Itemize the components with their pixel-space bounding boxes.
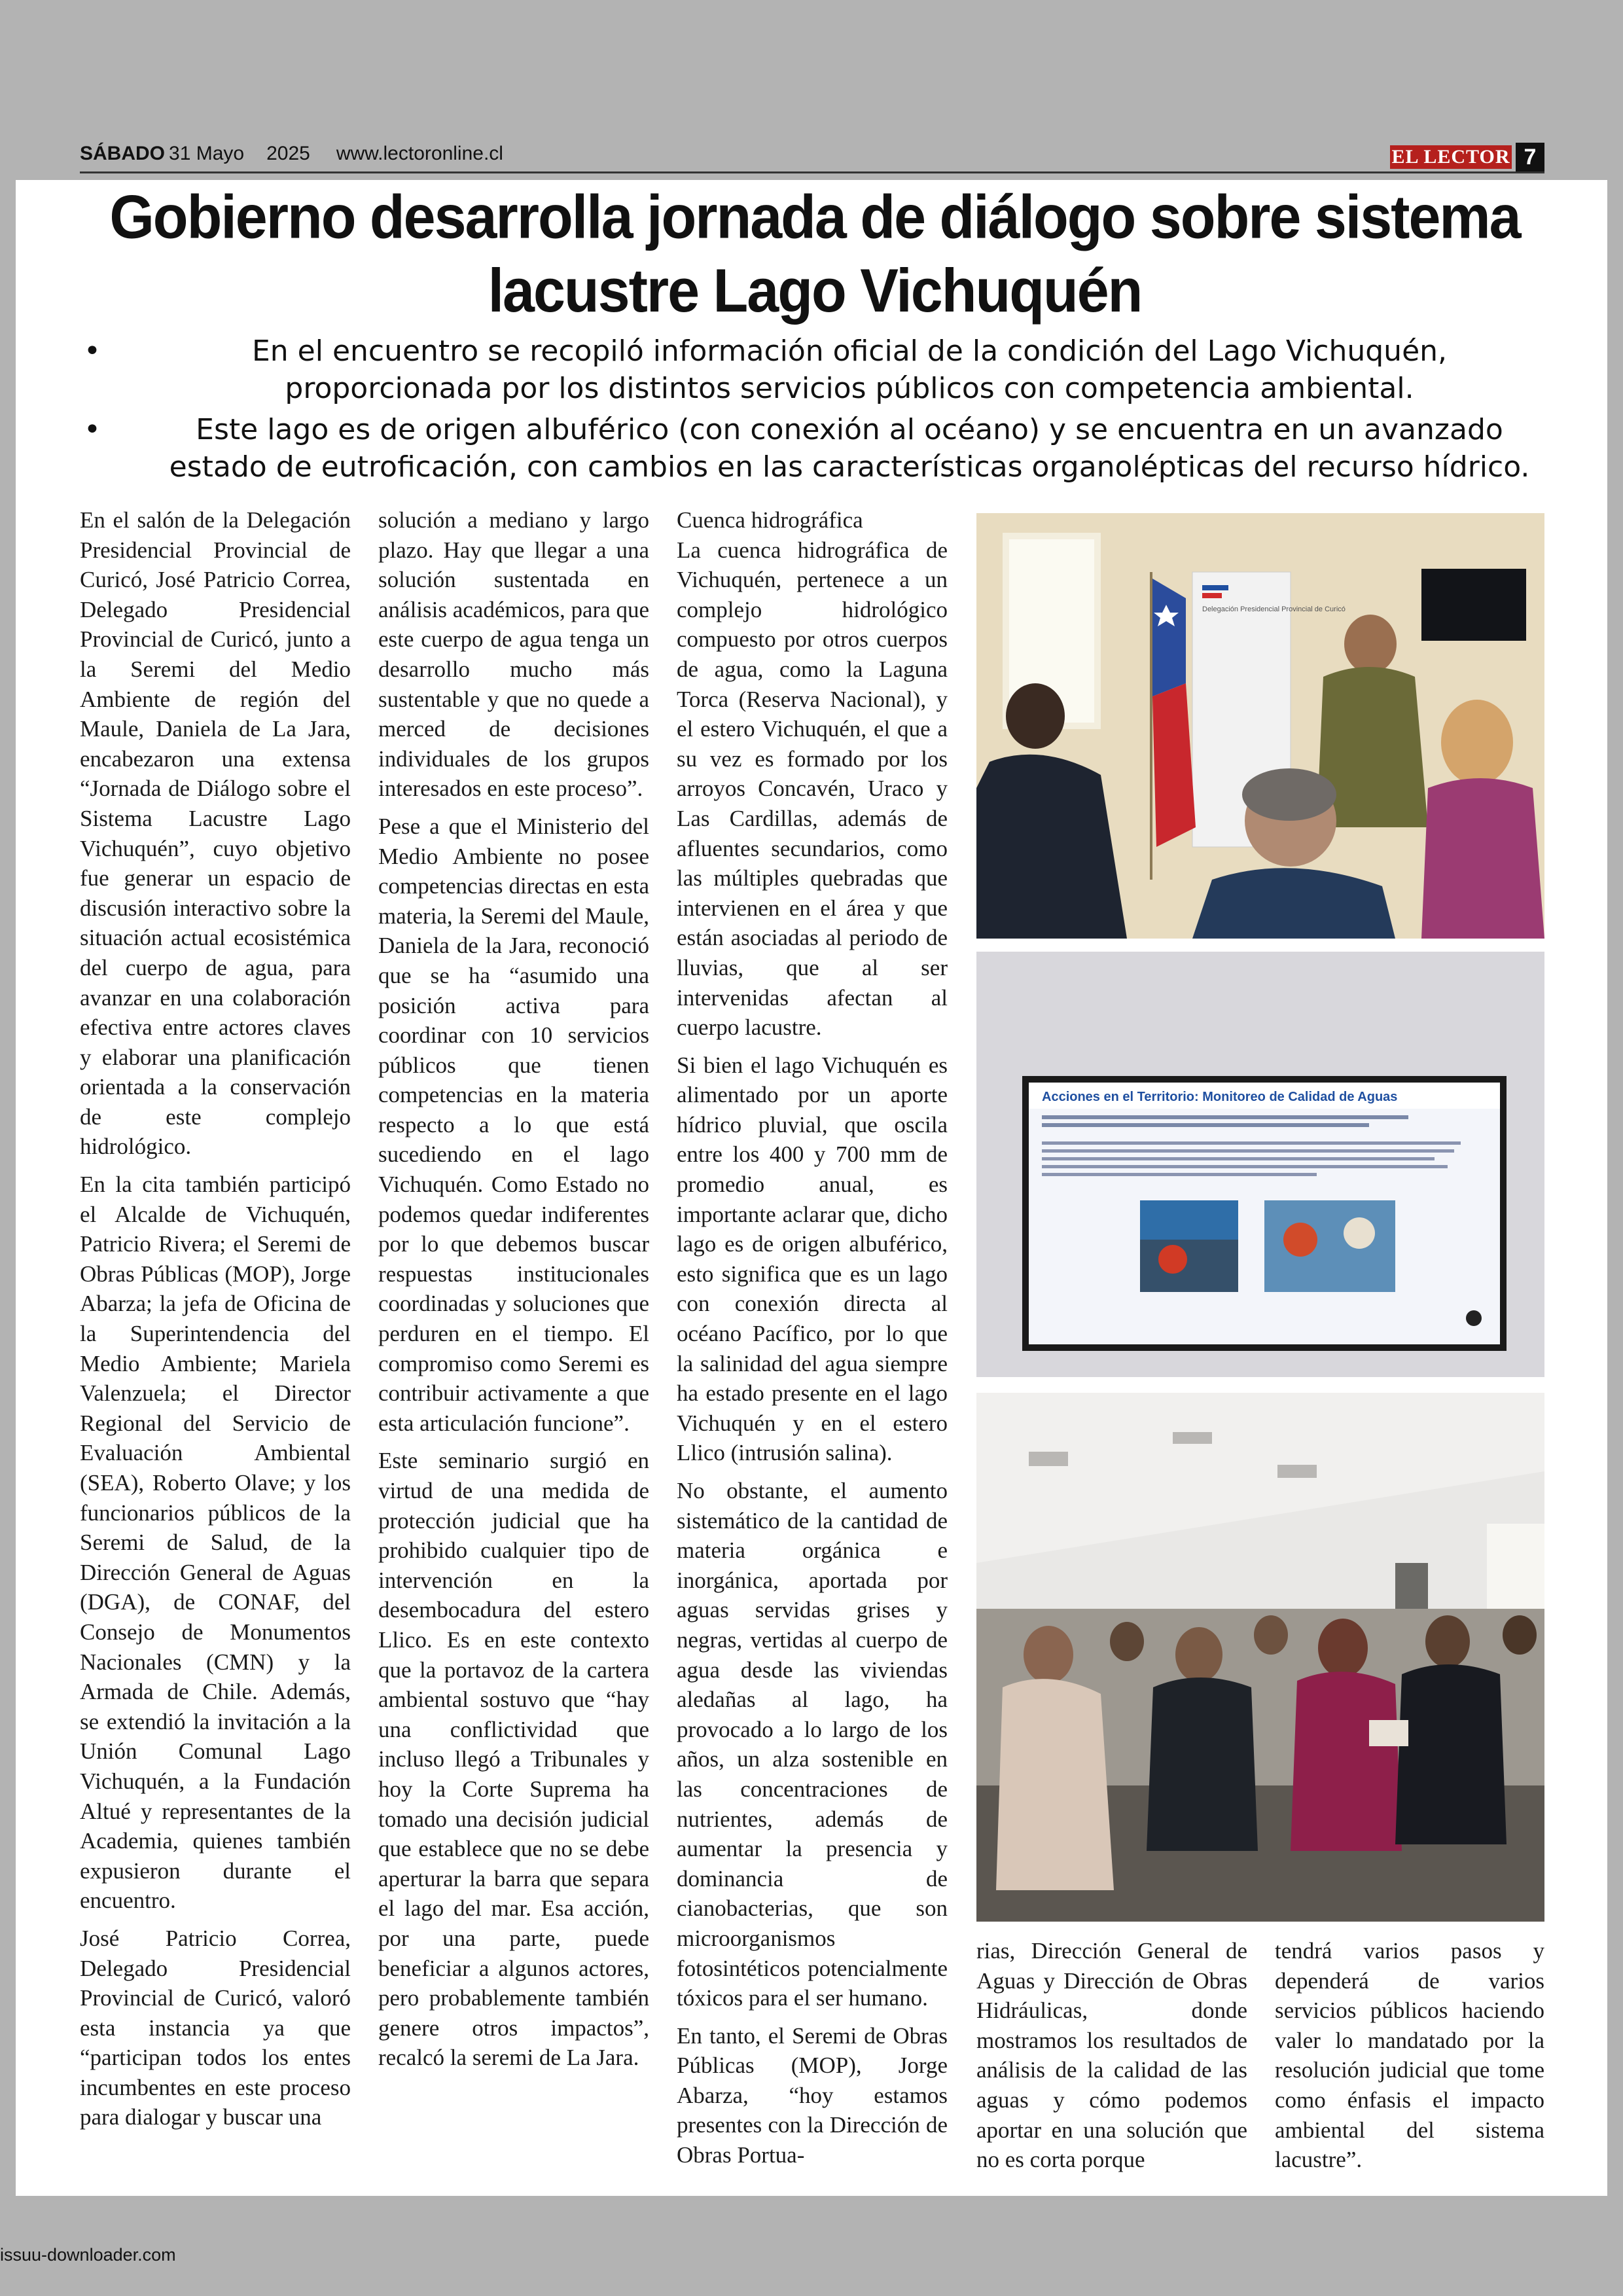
article-column-5 [1275, 1936, 1544, 2183]
summary-bullets [80, 332, 1544, 490]
header-website: www.lectoronline.cl [336, 143, 503, 164]
paragraph: La cuenca hidrográfica de Vichuquén, pertenece a un complejo hidrológico compuesto por otros cuerpos de agua, como la Laguna Torca (Reserva Nacional), y el estero Vichuquén, el que a su vez es formado por los arroyos Concavén, Uraco y Las Cardillas, además de afluentes secundarios, como las múltiples quebradas que intervienen en el área y que están asociadas al periodo de lluvias, que al ser intervenidas afectan al cuerpo lacustre. [677, 537, 948, 1041]
article-column-4 [976, 1936, 1247, 2183]
slide-title: Acciones en el Territorio: Monitoreo de Calidad de Aguas [1042, 1090, 1398, 1104]
header-day: SÁBADO [80, 143, 166, 164]
photo-presentation-screen [976, 952, 1544, 1377]
photo-speaker [976, 513, 1544, 939]
banner-text: Delegación Presidencial Provincial de Curicó [1202, 605, 1346, 613]
paragraph: En el salón de la Delegación Presidencial Provincial de Curicó, José Patricio Correa, Delegado Presidencial Provincial de Curicó, junto a la Seremi del Medio Ambiente de región del Maule, Daniela de La Jara, encabezaron una extensa “Jornada de Diálogo sobre el Sistema Lacustre Lago Vichuquén”, cuyo objetivo fue generar un espacio de discusión interactivo sobre la situación actual ecosistémica del cuerpo de agua, para avanzar en una colaboración efectiva entre actores claves y elaborar una planificación orientada a la conservación de este complejo hidrológico. [80, 507, 351, 1160]
photo-audience [976, 1393, 1544, 1922]
article-title: Gobierno desarrolla jornada de diálogo sobre sistema lacustre Lago Vichuquén [109, 182, 1520, 325]
header-year: 2025 [266, 143, 310, 164]
paragraph: José Patricio Correa, Delegado Presidencial Provincial de Curicó, valoró esta instancia ya que “participan todos los entes incumbentes en este proceso para dialogar y buscar una [80, 1925, 351, 2130]
paragraph: No obstante, el aumento sistemático de la cantidad de materia orgánica e inorgánica, aportada por aguas servidas grises y negras, vertidas al cuerpo de agua desde las viviendas aledañas al lago, ha provocado a lo largo de los años, un alza sostenible en las concentraciones de nutrientes, además de aumentar la presencia y dominancia de cianobacterias, que son microorganismos fotosintéticos potencialmente tóxicos para el ser humano. [677, 1478, 948, 2011]
bullet-text: Este lago es de origen albuférico (con conexión al océano) y se encuentra en un avanzado estado de eutroficación, con cambios en las características organolépticas del recurso hídrico. [169, 413, 1530, 484]
page-number: 7 [1516, 143, 1544, 171]
paragraph: En tanto, el Seremi de Obras Públicas (MOP), Jorge Abarza, “hoy estamos presentes con la Dirección de Obras Portua- [677, 2022, 948, 2168]
paragraph: En la cita también participó el Alcalde de Vichuquén, Patricio Rivera; el Seremi de Obras Públicas (MOP), Jorge Abarza; la jefa de Oficina de la Superintendencia del Medio Ambiente; Mariela Valenzuela; el Director Regional del Servicio de Evaluación Ambiental (SEA), Roberto Olave; y los funcionarios públicos de la Seremi de Salud, de la Dirección General de Aguas (DGA), de CONAF, del Consejo de Monumentos Nacionales (CMN) y la Armada de Chile. Además, se extendió la invitación a la Unión Comunal Lago Vichuquén, a la Fundación Altué y representantes de la Academia, quienes también expusieron durante el encuentro. [80, 1172, 351, 1914]
paragraph: solución a mediano y largo plazo. Hay que llegar a una solución sustentada en análisis académicos, para que este cuerpo de agua tenga un desarrollo mucho más sustentable y que no quede a merced de decisiones individuales de los grupos interesados en este proceso”. [378, 507, 649, 802]
paragraph: Este seminario surgió en virtud de una medida de protección judicial que ha prohibido cualquier tipo de intervención en la desembocadura del estero Llico. Es en este contexto que la portavoz de la cartera ambiental sostuvo que “hay una conflictividad que incluso llegó a Tribunales y hoy la Corte Suprema ha tomado una decisión judicial que establece que no se debe aperturar la barra que separa el lago del mar. Esa acción, por una parte, puede beneficiar a algunos actores, pero probablemente también genere otros impactos”, recalcó la seremi de La Jara. [378, 1448, 649, 2071]
summary-bullet [80, 411, 1544, 486]
paragraph: Si bien el lago Vichuquén es alimentado por un aporte hídrico pluvial, que oscila entre los 400 y 700 mm de promedio anual, es importante aclarar que, dicho lago es de origen albuférico, esto significa que es un lago con conexión directa al océano Pacífico, por lo que la salinidad del agua siempre ha estado presente en el lago Vichuquén y en el estero Llico (intrusión salina). [677, 1052, 948, 1466]
article-column-3 [677, 505, 948, 2178]
paragraph: rias, Dirección General de Aguas y Dirección de Obras Hidráulicas, donde mostramos los resultados de análisis de la calidad de las aguas y cómo podemos aportar en una solución que no es corta porque [976, 1938, 1247, 2173]
article-column-1 [80, 505, 351, 2140]
bullet-icon: • [84, 413, 101, 446]
brand-logo: EL LECTOR [1390, 145, 1512, 169]
article-column-2 [378, 505, 649, 2081]
section-subheading: Cuenca hidrográfica [677, 507, 863, 533]
header-date: 31 Mayo [169, 143, 245, 164]
watermark: issuu-downloader.com [0, 2245, 176, 2265]
paragraph: tendrá varios pasos y dependerá de varios servicios públicos haciendo valer lo mandatado por la resolución judicial que tome como énfasis el impacto ambiental del sistema lacustre”. [1275, 1938, 1544, 2173]
page-header [80, 143, 1544, 171]
bullet-text: En el encuentro se recopiló información oficial de la condición del Lago Vichuquén, proporcionada por los distintos servicios públicos con competencia ambiental. [251, 334, 1448, 405]
summary-bullet [80, 332, 1544, 407]
header-rule [80, 171, 1544, 173]
paragraph: Pese a que el Ministerio del Medio Ambiente no posee competencias directas en esta materia, la Seremi del Maule, Daniela de la Jara, reconoció que se ha “asumido una posición activa para coordinar con 10 servicios públicos que tienen competencias en la materia respecto a lo que está sucediendo en el lago Vichuquén. Como Estado no podemos quedar indiferentes por lo que debemos buscar respuestas institucionales coordinadas y soluciones que perduren en el tiempo. El compromiso como Seremi es contribuir activamente a que esta articulación funcione”. [378, 813, 650, 1436]
bullet-icon: • [84, 334, 101, 368]
